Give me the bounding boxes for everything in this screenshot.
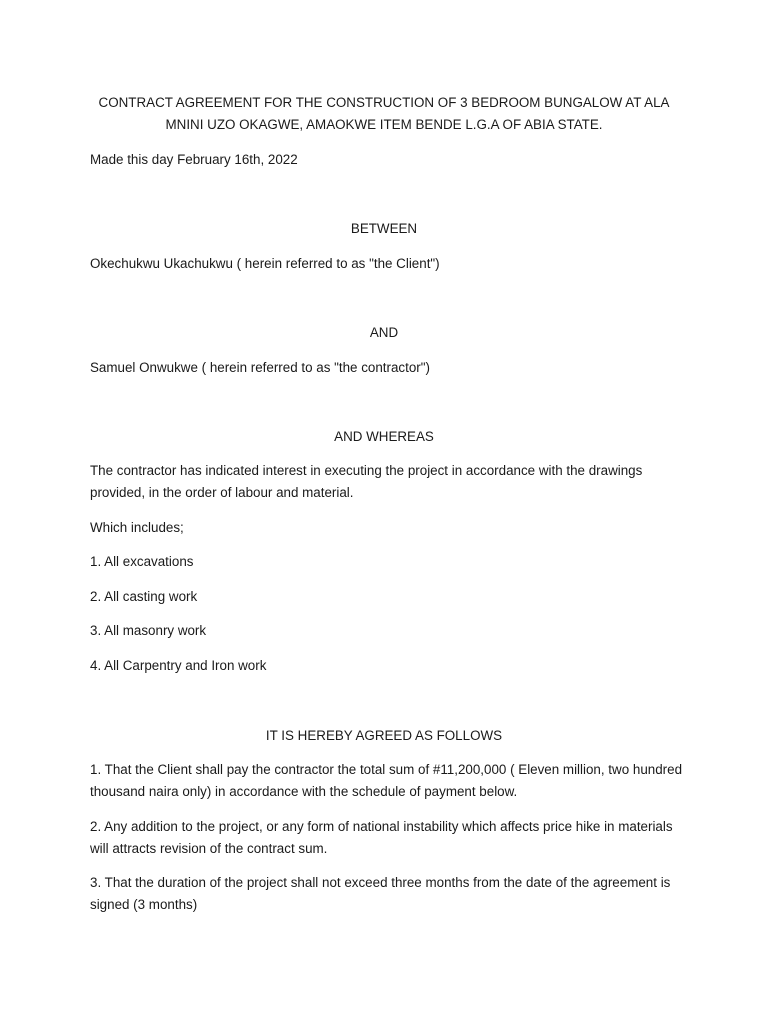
scope-item: 2. All casting work: [90, 589, 198, 604]
clause-1: 1. That the Client shall pay the contractor the total sum of #11,200,000 ( Eleven million, two hundred thousand naira only) in accordance with the schedule of payment below.: [90, 762, 683, 799]
whereas-paragraph: The contractor has indicated interest in executing the project in accordance with the drawings provided, in the order of labour and material.: [90, 463, 643, 500]
contractor-line: Samuel Onwukwe ( herein referred to as "the contractor"): [90, 360, 430, 375]
scope-item: 4. All Carpentry and Iron work: [90, 658, 267, 673]
contract-title: CONTRACT AGREEMENT FOR THE CONSTRUCTION OF 3 BEDROOM BUNGALOW AT ALA MNINI UZO OKAGWE, AMAOKWE ITEM BENDE L.G.A OF ABIA STATE.: [98, 95, 670, 132]
whereas-heading: AND WHEREAS: [334, 429, 434, 444]
includes-label: Which includes;: [90, 520, 184, 535]
clause-3: 3. That the duration of the project shall not exceed three months from the date of the agreement is signed (3 months): [90, 875, 671, 912]
agreed-heading: IT IS HEREBY AGREED AS FOLLOWS: [265, 728, 503, 743]
clause-2: 2. Any addition to the project, or any form of national instability which affects price hike in materials will attracts revision of the contract sum.: [90, 819, 673, 856]
between-heading: BETWEEN: [350, 221, 418, 236]
and-heading: AND: [369, 325, 399, 340]
date-line: Made this day February 16th, 2022: [90, 152, 298, 167]
client-line: Okechukwu Ukachukwu ( herein referred to as "the Client"): [90, 256, 440, 271]
scope-item: 3. All masonry work: [90, 623, 207, 638]
scope-item: 1. All excavations: [90, 554, 194, 569]
